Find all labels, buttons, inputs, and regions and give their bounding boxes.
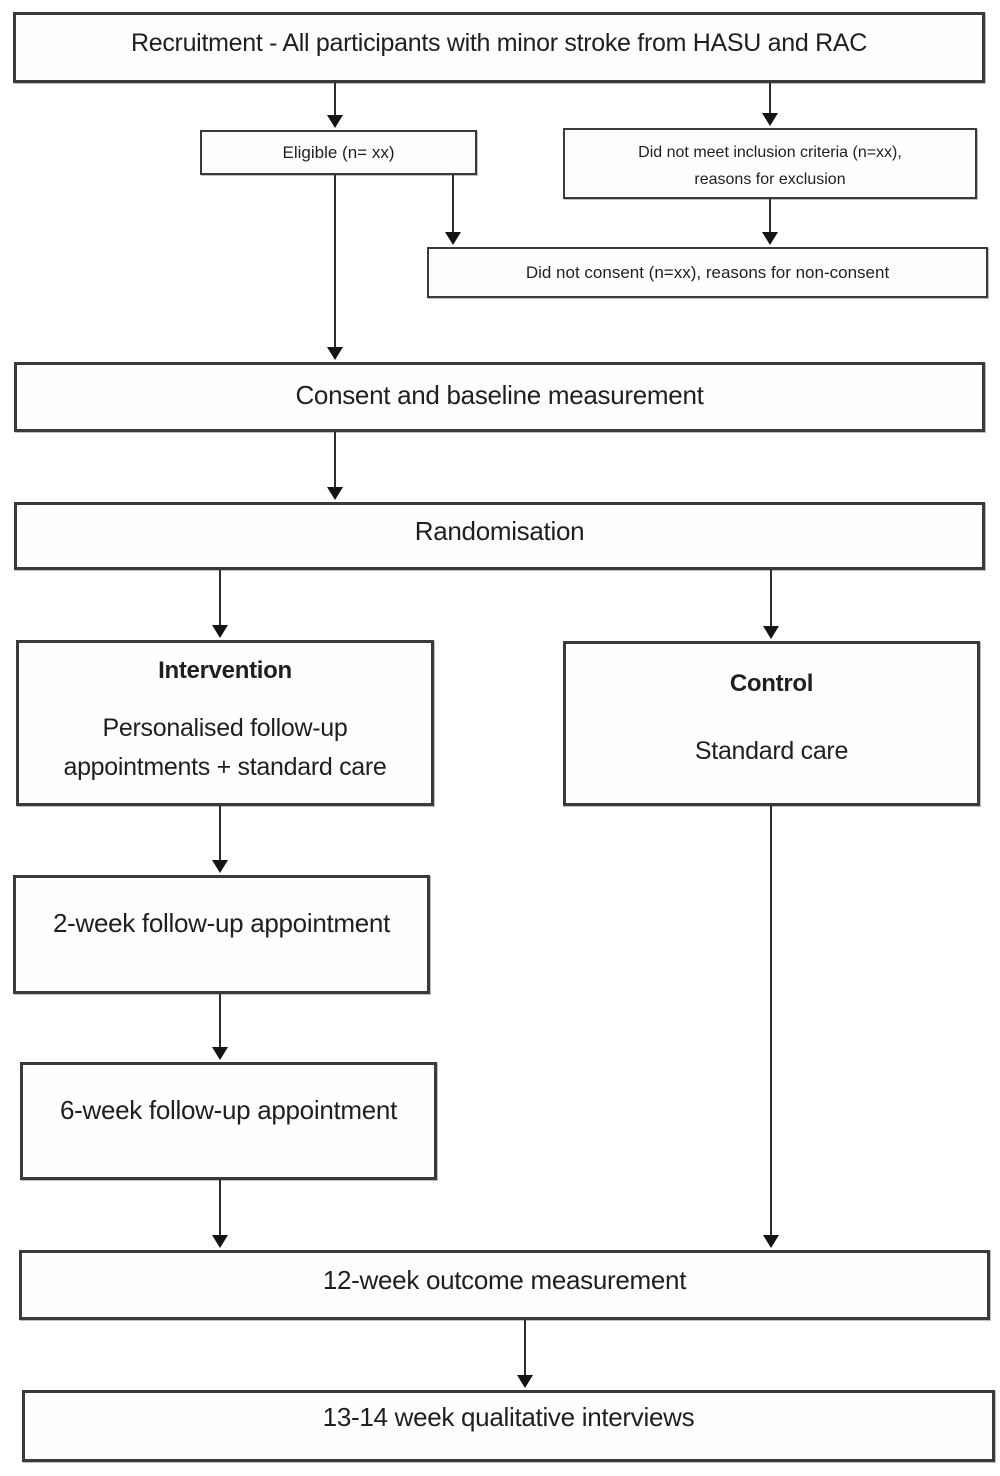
- node-randomisation: [14, 502, 985, 570]
- line-week12-to-week13-14: [524, 1320, 526, 1376]
- node-eligible-label: Eligible (n= xx): [282, 142, 395, 162]
- node-did-not-consent-label: Did not consent (n=xx), reasons for non-consent: [525, 262, 890, 282]
- arrowhead-control-to-week12: [763, 1235, 779, 1248]
- arrowhead-week12-to-week13-14: [517, 1375, 533, 1388]
- line-randomisation-to-control: [770, 570, 772, 627]
- node-week12: [19, 1250, 990, 1320]
- node-week6: [20, 1062, 437, 1180]
- line-randomisation-to-intervention: [219, 570, 221, 626]
- line-intervention-to-week2: [219, 806, 221, 861]
- node-randomisation-label: Randomisation: [414, 516, 585, 546]
- node-week6-label: 6-week follow-up appointment: [59, 1095, 397, 1125]
- node-consent-baseline: [14, 362, 985, 432]
- line-week2-to-week6: [219, 994, 221, 1048]
- node-intervention-title: Intervention: [158, 657, 292, 684]
- line-eligible-to-did-not-consent: [452, 175, 454, 233]
- line-eligible-to-consent: [334, 175, 336, 348]
- node-eligible: [200, 130, 477, 175]
- line-consent-to-randomisation: [334, 432, 336, 488]
- arrowhead-recruitment-to-eligible: [327, 115, 343, 128]
- node-control-title: Control: [729, 670, 814, 697]
- arrowhead-eligible-to-consent: [327, 347, 343, 360]
- arrowhead-randomisation-to-control: [763, 626, 779, 639]
- arrowhead-week2-to-week6: [212, 1047, 228, 1060]
- arrowhead-eligible-to-did-not-consent: [445, 232, 461, 245]
- arrowhead-week6-to-week12: [212, 1235, 228, 1248]
- node-week2: [13, 875, 430, 994]
- line-recruitment-to-eligible: [334, 83, 336, 116]
- node-week12-label: 12-week outcome measurement: [322, 1265, 687, 1295]
- node-consent-baseline-label: Consent and baseline measurement: [295, 380, 704, 410]
- node-control: [563, 641, 980, 806]
- node-intervention: [16, 640, 434, 806]
- node-did-not-consent: [427, 247, 988, 298]
- line-recruitment-to-not-met: [769, 83, 771, 114]
- line-not-met-to-did-not-consent: [769, 199, 771, 233]
- node-not-met-criteria: [563, 128, 977, 199]
- arrowhead-randomisation-to-intervention: [212, 625, 228, 638]
- node-not-met-criteria-line2: reasons for exclusion: [694, 170, 846, 188]
- node-recruitment-label: Recruitment - All participants with minor stroke from HASU and RAC: [131, 28, 867, 57]
- arrowhead-consent-to-randomisation: [327, 487, 343, 500]
- line-control-to-week12: [770, 806, 772, 1236]
- node-intervention-line1: Personalised follow-up: [102, 714, 348, 742]
- arrowhead-intervention-to-week2: [212, 860, 228, 873]
- node-intervention-line2: appointments + standard care: [63, 753, 387, 781]
- arrowhead-recruitment-to-not-met: [762, 113, 778, 126]
- node-not-met-criteria-line1: Did not meet inclusion criteria (n=xx),: [638, 143, 902, 161]
- node-control-body: Standard care: [694, 737, 849, 765]
- arrowhead-not-met-to-did-not-consent: [762, 232, 778, 245]
- node-week2-label: 2-week follow-up appointment: [52, 907, 390, 938]
- node-week13-14-label: 13-14 week qualitative interviews: [322, 1402, 695, 1432]
- line-week6-to-week12: [219, 1180, 221, 1236]
- node-week13-14: [22, 1390, 995, 1462]
- node-recruitment: [13, 12, 985, 83]
